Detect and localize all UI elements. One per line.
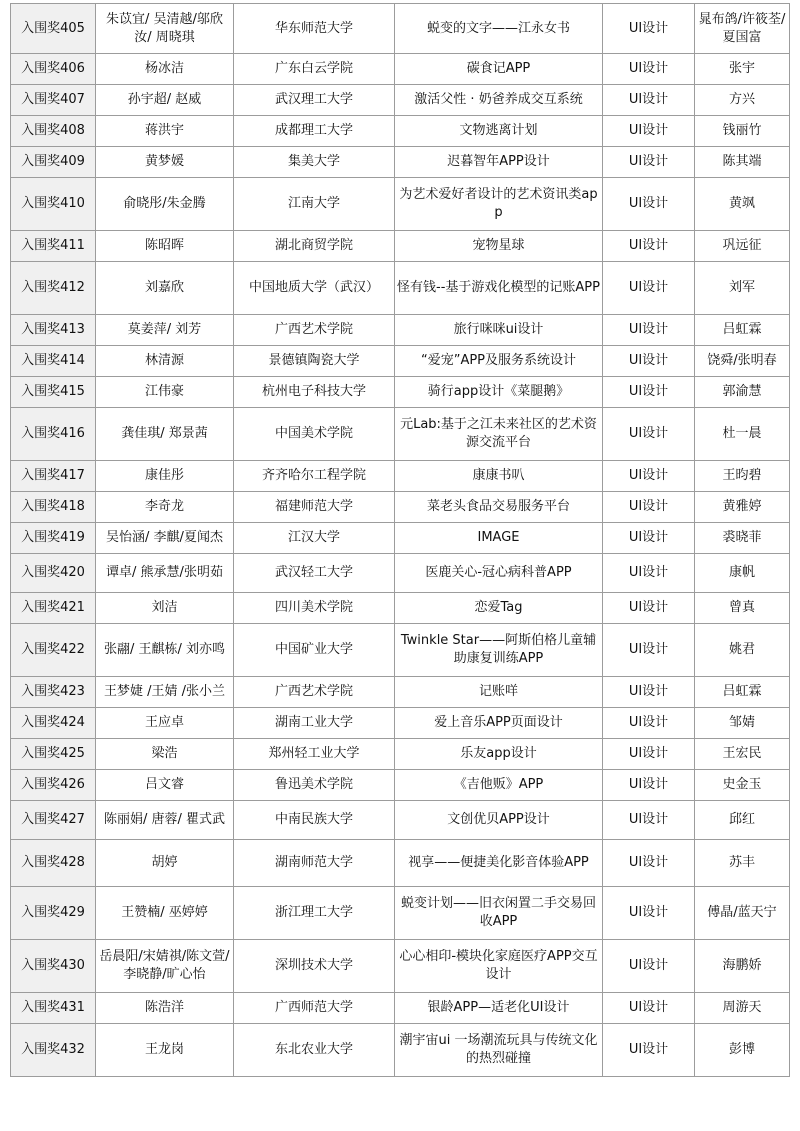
category-cell: UI设计 xyxy=(603,147,695,178)
award-cell: 入围奖425 xyxy=(11,739,96,770)
authors-cell: 陈昭晖 xyxy=(96,231,234,262)
work-title-cell: 元Lab:基于之江未来社区的艺术资源交流平台 xyxy=(395,408,603,461)
school-cell: 成都理工大学 xyxy=(234,116,395,147)
school-cell: 鲁迅美术学院 xyxy=(234,770,395,801)
category-cell: UI设计 xyxy=(603,54,695,85)
table-row xyxy=(11,554,790,593)
table-row xyxy=(11,624,790,677)
table-row xyxy=(11,801,790,840)
advisor-cell: 巩远征 xyxy=(695,231,790,262)
authors-cell: 杨冰洁 xyxy=(96,54,234,85)
category-cell: UI设计 xyxy=(603,708,695,739)
advisor-cell: 姚君 xyxy=(695,624,790,677)
school-cell: 华东师范大学 xyxy=(234,4,395,54)
school-cell: 集美大学 xyxy=(234,147,395,178)
award-cell: 入围奖420 xyxy=(11,554,96,593)
table-row xyxy=(11,54,790,85)
school-cell: 四川美术学院 xyxy=(234,593,395,624)
school-cell: 广东白云学院 xyxy=(234,54,395,85)
category-cell: UI设计 xyxy=(603,840,695,887)
category-cell: UI设计 xyxy=(603,523,695,554)
category-cell: UI设计 xyxy=(603,624,695,677)
table-row xyxy=(11,677,790,708)
table-row xyxy=(11,346,790,377)
table-row xyxy=(11,708,790,739)
category-cell: UI设计 xyxy=(603,739,695,770)
award-cell: 入围奖414 xyxy=(11,346,96,377)
school-cell: 杭州电子科技大学 xyxy=(234,377,395,408)
advisor-cell: 邱红 xyxy=(695,801,790,840)
award-cell: 入围奖429 xyxy=(11,887,96,940)
school-cell: 中国美术学院 xyxy=(234,408,395,461)
authors-cell: 龚佳琪/ 郑景茜 xyxy=(96,408,234,461)
award-cell: 入围奖413 xyxy=(11,315,96,346)
advisor-cell: 曾真 xyxy=(695,593,790,624)
school-cell: 湖北商贸学院 xyxy=(234,231,395,262)
work-title-cell: 迟暮智年APP设计 xyxy=(395,147,603,178)
award-cell: 入围奖432 xyxy=(11,1024,96,1077)
table-row xyxy=(11,116,790,147)
work-title-cell: 爱上音乐APP页面设计 xyxy=(395,708,603,739)
table-row xyxy=(11,377,790,408)
advisor-cell: 吕虹霖 xyxy=(695,315,790,346)
category-cell: UI设计 xyxy=(603,940,695,993)
advisor-cell: 王宏民 xyxy=(695,739,790,770)
table-row xyxy=(11,1024,790,1077)
award-cell: 入围奖417 xyxy=(11,461,96,492)
table-row xyxy=(11,492,790,523)
category-cell: UI设计 xyxy=(603,231,695,262)
authors-cell: 莫姜萍/ 刘芳 xyxy=(96,315,234,346)
award-cell: 入围奖424 xyxy=(11,708,96,739)
school-cell: 广西艺术学院 xyxy=(234,315,395,346)
work-title-cell: 激活父性 · 奶爸养成交互系统 xyxy=(395,85,603,116)
work-title-cell: 文物逃离计划 xyxy=(395,116,603,147)
authors-cell: 王梦婕 /王婧 /张小兰 xyxy=(96,677,234,708)
table-row xyxy=(11,85,790,116)
award-cell: 入围奖416 xyxy=(11,408,96,461)
category-cell: UI设计 xyxy=(603,4,695,54)
advisor-cell: 吕虹霖 xyxy=(695,677,790,708)
award-cell: 入围奖408 xyxy=(11,116,96,147)
category-cell: UI设计 xyxy=(603,770,695,801)
award-cell: 入围奖418 xyxy=(11,492,96,523)
advisor-cell: 邹婧 xyxy=(695,708,790,739)
advisor-cell: 钱丽竹 xyxy=(695,116,790,147)
advisor-cell: 苏丰 xyxy=(695,840,790,887)
category-cell: UI设计 xyxy=(603,593,695,624)
award-cell: 入围奖419 xyxy=(11,523,96,554)
advisor-cell: 裘晓菲 xyxy=(695,523,790,554)
award-cell: 入围奖411 xyxy=(11,231,96,262)
award-cell: 入围奖407 xyxy=(11,85,96,116)
table-row xyxy=(11,887,790,940)
award-cell: 入围奖422 xyxy=(11,624,96,677)
category-cell: UI设计 xyxy=(603,492,695,523)
authors-cell: 俞晓彤/朱金腾 xyxy=(96,178,234,231)
award-cell: 入围奖412 xyxy=(11,262,96,315)
work-title-cell: Twinkle Star——阿斯伯格儿童辅助康复训练APP xyxy=(395,624,603,677)
authors-cell: 孙宇超/ 赵威 xyxy=(96,85,234,116)
authors-cell: 岳晨阳/宋婧祺/陈文萱/李晓静/旷心怡 xyxy=(96,940,234,993)
school-cell: 江南大学 xyxy=(234,178,395,231)
work-title-cell: 蜕变计划——旧衣闲置二手交易回收APP xyxy=(395,887,603,940)
table-row xyxy=(11,231,790,262)
advisor-cell: 陈其端 xyxy=(695,147,790,178)
school-cell: 广西师范大学 xyxy=(234,993,395,1024)
awards-table xyxy=(10,3,790,1077)
work-title-cell: 旅行咪咪ui设计 xyxy=(395,315,603,346)
advisor-cell: 杜一晨 xyxy=(695,408,790,461)
authors-cell: 刘嘉欣 xyxy=(96,262,234,315)
authors-cell: 黄梦媛 xyxy=(96,147,234,178)
category-cell: UI设计 xyxy=(603,315,695,346)
table-row xyxy=(11,4,790,54)
advisor-cell: 郭渝慧 xyxy=(695,377,790,408)
work-title-cell: 《吉他贩》APP xyxy=(395,770,603,801)
authors-cell: 梁浩 xyxy=(96,739,234,770)
advisor-cell: 康帆 xyxy=(695,554,790,593)
school-cell: 齐齐哈尔工程学院 xyxy=(234,461,395,492)
authors-cell: 李奇龙 xyxy=(96,492,234,523)
school-cell: 中南民族大学 xyxy=(234,801,395,840)
work-title-cell: 银龄APP—适老化UI设计 xyxy=(395,993,603,1024)
work-title-cell: 记账咩 xyxy=(395,677,603,708)
award-cell: 入围奖431 xyxy=(11,993,96,1024)
table-row xyxy=(11,523,790,554)
authors-cell: 陈浩洋 xyxy=(96,993,234,1024)
table-row xyxy=(11,408,790,461)
award-cell: 入围奖409 xyxy=(11,147,96,178)
category-cell: UI设计 xyxy=(603,554,695,593)
award-cell: 入围奖406 xyxy=(11,54,96,85)
authors-cell: 王应卓 xyxy=(96,708,234,739)
table-row xyxy=(11,840,790,887)
authors-cell: 蒋洪宇 xyxy=(96,116,234,147)
school-cell: 武汉理工大学 xyxy=(234,85,395,116)
category-cell: UI设计 xyxy=(603,116,695,147)
authors-cell: 康佳彤 xyxy=(96,461,234,492)
work-title-cell: 骑行app设计《菜腿鹅》 xyxy=(395,377,603,408)
work-title-cell: 恋爱Tag xyxy=(395,593,603,624)
award-cell: 入围奖430 xyxy=(11,940,96,993)
category-cell: UI设计 xyxy=(603,801,695,840)
table-row xyxy=(11,993,790,1024)
table-row xyxy=(11,739,790,770)
table-row xyxy=(11,262,790,315)
work-title-cell: 菜老头食品交易服务平台 xyxy=(395,492,603,523)
authors-cell: 王龙岗 xyxy=(96,1024,234,1077)
authors-cell: 朱苡宜/ 吴清越/邬欣汝/ 周晓琪 xyxy=(96,4,234,54)
school-cell: 湖南师范大学 xyxy=(234,840,395,887)
award-cell: 入围奖421 xyxy=(11,593,96,624)
advisor-cell: 晁布鸽/许筱荃/夏国富 xyxy=(695,4,790,54)
authors-cell: 吕文睿 xyxy=(96,770,234,801)
authors-cell: 谭卓/ 熊承慧/张明茹 xyxy=(96,554,234,593)
work-title-cell: 文创优贝APP设计 xyxy=(395,801,603,840)
school-cell: 中国矿业大学 xyxy=(234,624,395,677)
authors-cell: 张翮/ 王麒栋/ 刘亦鸣 xyxy=(96,624,234,677)
work-title-cell: 宠物星球 xyxy=(395,231,603,262)
award-cell: 入围奖415 xyxy=(11,377,96,408)
table-row xyxy=(11,461,790,492)
category-cell: UI设计 xyxy=(603,993,695,1024)
work-title-cell: 怪有钱--基于游戏化模型的记账APP xyxy=(395,262,603,315)
category-cell: UI设计 xyxy=(603,461,695,492)
work-title-cell: 碳食记APP xyxy=(395,54,603,85)
work-title-cell: 乐友app设计 xyxy=(395,739,603,770)
school-cell: 广西艺术学院 xyxy=(234,677,395,708)
advisor-cell: 王昀碧 xyxy=(695,461,790,492)
work-title-cell: “爱宠”APP及服务系统设计 xyxy=(395,346,603,377)
award-cell: 入围奖423 xyxy=(11,677,96,708)
authors-cell: 胡婷 xyxy=(96,840,234,887)
advisor-cell: 彭博 xyxy=(695,1024,790,1077)
table-row xyxy=(11,593,790,624)
award-cell: 入围奖426 xyxy=(11,770,96,801)
work-title-cell: 康康书叭 xyxy=(395,461,603,492)
school-cell: 湖南工业大学 xyxy=(234,708,395,739)
work-title-cell: 医鹿关心-冠心病科普APP xyxy=(395,554,603,593)
school-cell: 江汉大学 xyxy=(234,523,395,554)
advisor-cell: 黄飒 xyxy=(695,178,790,231)
category-cell: UI设计 xyxy=(603,262,695,315)
category-cell: UI设计 xyxy=(603,887,695,940)
school-cell: 郑州轻工业大学 xyxy=(234,739,395,770)
table-row xyxy=(11,315,790,346)
award-cell: 入围奖428 xyxy=(11,840,96,887)
authors-cell: 陈丽娟/ 唐蓉/ 瞿式武 xyxy=(96,801,234,840)
advisor-cell: 刘军 xyxy=(695,262,790,315)
work-title-cell: 为艺术爱好者设计的艺术资讯类app xyxy=(395,178,603,231)
advisor-cell: 黄雅婷 xyxy=(695,492,790,523)
table-row xyxy=(11,178,790,231)
table-row xyxy=(11,770,790,801)
award-cell: 入围奖410 xyxy=(11,178,96,231)
advisor-cell: 张宇 xyxy=(695,54,790,85)
category-cell: UI设计 xyxy=(603,377,695,408)
category-cell: UI设计 xyxy=(603,1024,695,1077)
award-cell: 入围奖405 xyxy=(11,4,96,54)
table-row xyxy=(11,147,790,178)
work-title-cell: 蜕变的文字——江永女书 xyxy=(395,4,603,54)
school-cell: 福建师范大学 xyxy=(234,492,395,523)
authors-cell: 王赞楠/ 巫婷婷 xyxy=(96,887,234,940)
table-row xyxy=(11,940,790,993)
work-title-cell: 潮宇宙ui 一场潮流玩具与传统文化的热烈碰撞 xyxy=(395,1024,603,1077)
authors-cell: 吴怡涵/ 李麒/夏闻杰 xyxy=(96,523,234,554)
school-cell: 武汉轻工大学 xyxy=(234,554,395,593)
authors-cell: 江伟豪 xyxy=(96,377,234,408)
advisor-cell: 周游天 xyxy=(695,993,790,1024)
category-cell: UI设计 xyxy=(603,85,695,116)
advisor-cell: 史金玉 xyxy=(695,770,790,801)
school-cell: 深圳技术大学 xyxy=(234,940,395,993)
school-cell: 浙江理工大学 xyxy=(234,887,395,940)
work-title-cell: 视享——便捷美化影音体验APP xyxy=(395,840,603,887)
school-cell: 中国地质大学（武汉） xyxy=(234,262,395,315)
work-title-cell: IMAGE xyxy=(395,523,603,554)
authors-cell: 刘洁 xyxy=(96,593,234,624)
work-title-cell: 心心相印-模块化家庭医疗APP交互设计 xyxy=(395,940,603,993)
award-cell: 入围奖427 xyxy=(11,801,96,840)
advisor-cell: 饶舜/张明春 xyxy=(695,346,790,377)
advisor-cell: 傅晶/蓝天宁 xyxy=(695,887,790,940)
school-cell: 景德镇陶瓷大学 xyxy=(234,346,395,377)
category-cell: UI设计 xyxy=(603,346,695,377)
authors-cell: 林清源 xyxy=(96,346,234,377)
category-cell: UI设计 xyxy=(603,677,695,708)
awards-table-body xyxy=(11,4,790,1077)
school-cell: 东北农业大学 xyxy=(234,1024,395,1077)
advisor-cell: 海鹏娇 xyxy=(695,940,790,993)
category-cell: UI设计 xyxy=(603,408,695,461)
advisor-cell: 方兴 xyxy=(695,85,790,116)
category-cell: UI设计 xyxy=(603,178,695,231)
